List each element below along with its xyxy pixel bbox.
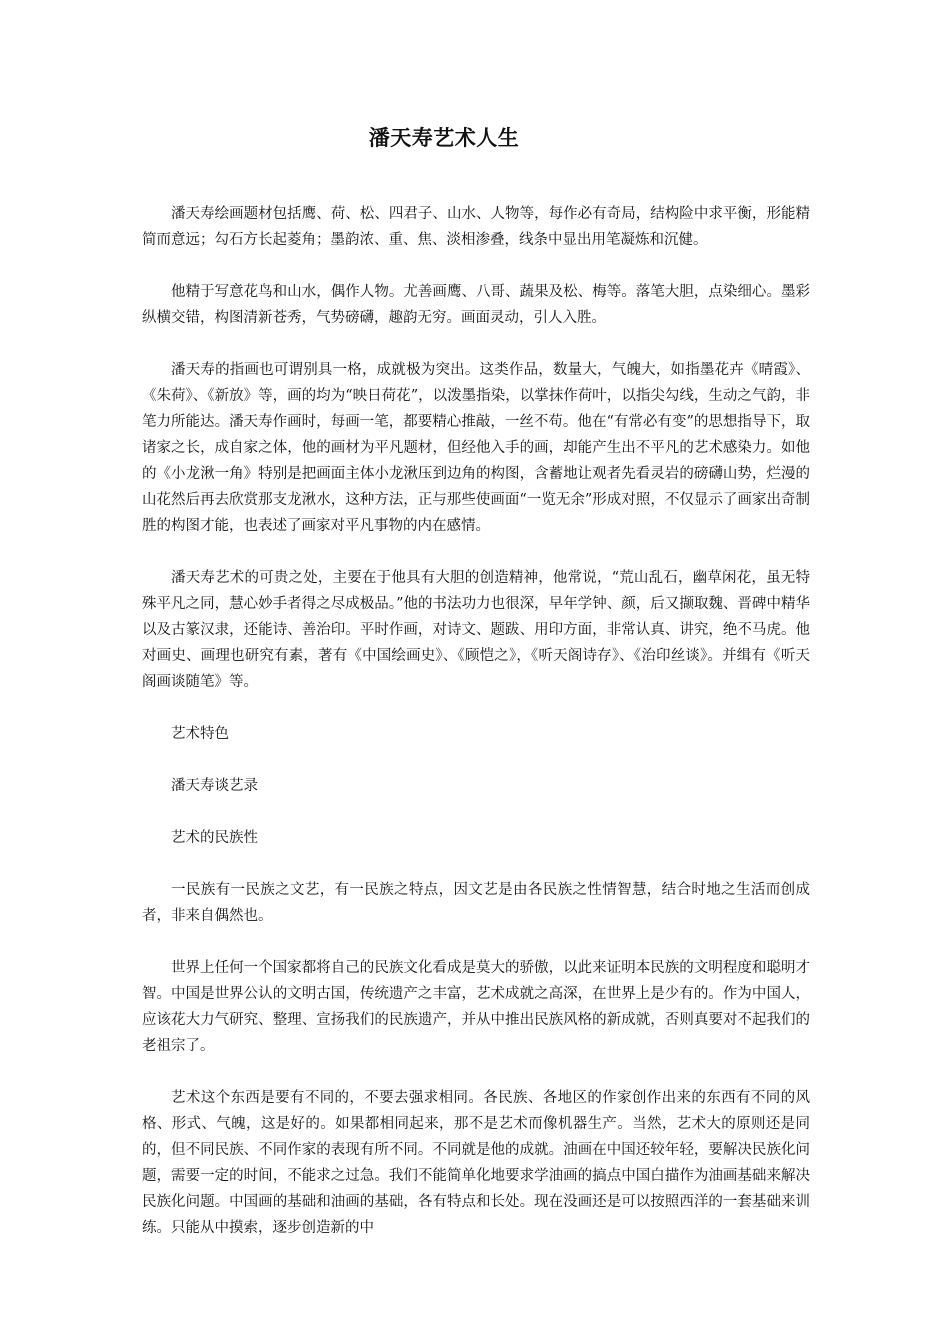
paragraph-1: 潘天寿绘画题材包括鹰、荷、松、四君子、山水、人物等，每作必有奇局，结构险中求平衡，形能精简而意远；勾石方长起菱角；墨韵浓、重、焦、淡相渗叠，线条中显出用笔凝炼和沉健。 (142, 206, 810, 248)
document-title: 潘天寿艺术人生 (368, 125, 520, 150)
section-heading-art-features: 艺术特色 (171, 726, 229, 742)
paragraph-6: 世界上任何一个国家都将自己的民族文化看成是莫大的骄傲，以此来证明本民族的文明程度和聪明才智。中国是世界公认的文明古国，传统遗产之丰富，艺术成就之高深，在世界上是少有的。作为中国人，应该花大力气研究、整理、宣扬我们的民族遗产，并从中推出民族风格的新成就，否则真要对不起我们的老祖宗了。 (142, 960, 810, 1054)
document-body (142, 201, 810, 1267)
paragraph-3: 潘天寿的指画也可谓别具一格，成就极为突出。这类作品，数量大，气魄大，如指墨花卉《晴霞》、《朱荷》、《新放》等，画的均为“映日荷花”，以泼墨指染，以掌抹作荷叶，以指尖勾线，生动之气韵，非笔力所能达。潘天寿作画时，每画一笔，都要精心推敲，一丝不苟。他在“有常必有变”的思想指导下，取诸家之长，成自家之体，他的画材为平凡题材，但经他入手的画，却能产生出不平凡的艺术感染力。如他的《小龙湫一角》特别是把画面主体小龙湫压到边角的构图，含蓄地让观者先看灵岩的磅礴山势，烂漫的山花然后再去欣赏那支龙湫水，这种方法，正与那些使画面“一览无余”形成对照，不仅显示了画家出奇制胜的构图才能，也表述了画家对平凡事物的内在感情。 (142, 362, 810, 534)
section-heading-art-talks: 潘天寿谈艺录 (171, 778, 258, 794)
section-heading-nationality: 艺术的民族性 (171, 830, 258, 846)
paragraph-7: 艺术这个东西是要有不同的，不要去强求相同。各民族、各地区的作家创作出来的东西有不同的风格、形式、气魄，这是好的。如果都相同起来，那不是艺术而像机器生产。当然，艺术大的原则还是同的，但不同民族、不同作家的表现有所不同。不同就是他的成就。油画在中国还较年轻，要解决民族化问题，需要一定的时间，不能求之过急。我们不能简单化地要求学油画的搞点中国白描作为油画基础来解决民族化问题。中国画的基础和油画的基础，各有特点和长处。现在没画还是可以按照西洋的一套基础来训练。只能从中摸索，逐步创造新的中 (142, 1090, 810, 1236)
paragraph-5: 一民族有一民族之文艺，有一民族之特点，因文艺是由各民族之性情智慧，结合时地之生活而创成者，非来自偶然也。 (142, 882, 810, 924)
paragraph-2: 他精于写意花鸟和山水，偶作人物。尤善画鹰、八哥、蔬果及松、梅等。落笔大胆，点染细心。墨彩纵横交错，构图清新苍秀，气势磅礴，趣韵无穷。画面灵动，引人入胜。 (142, 284, 810, 326)
paragraph-4: 潘天寿艺术的可贵之处，主要在于他具有大胆的创造精神，他常说，“荒山乱石，幽草闲花，虽无特殊平凡之同，慧心妙手者得之尽成极品。”他的书法功力也很深，早年学钟、颜，后又撷取魏、晋碑中精华以及古篆汉隶，还能诗、善治印。平时作画，对诗文、题跋、用印方面，非常认真、讲究，绝不马虎。他对画史、画理也研究有素，著有《中国绘画史》、《顾恺之》，《听天阁诗存》、《治印丝谈》。并缉有《听天阁画谈随笔》等。 (142, 570, 810, 690)
